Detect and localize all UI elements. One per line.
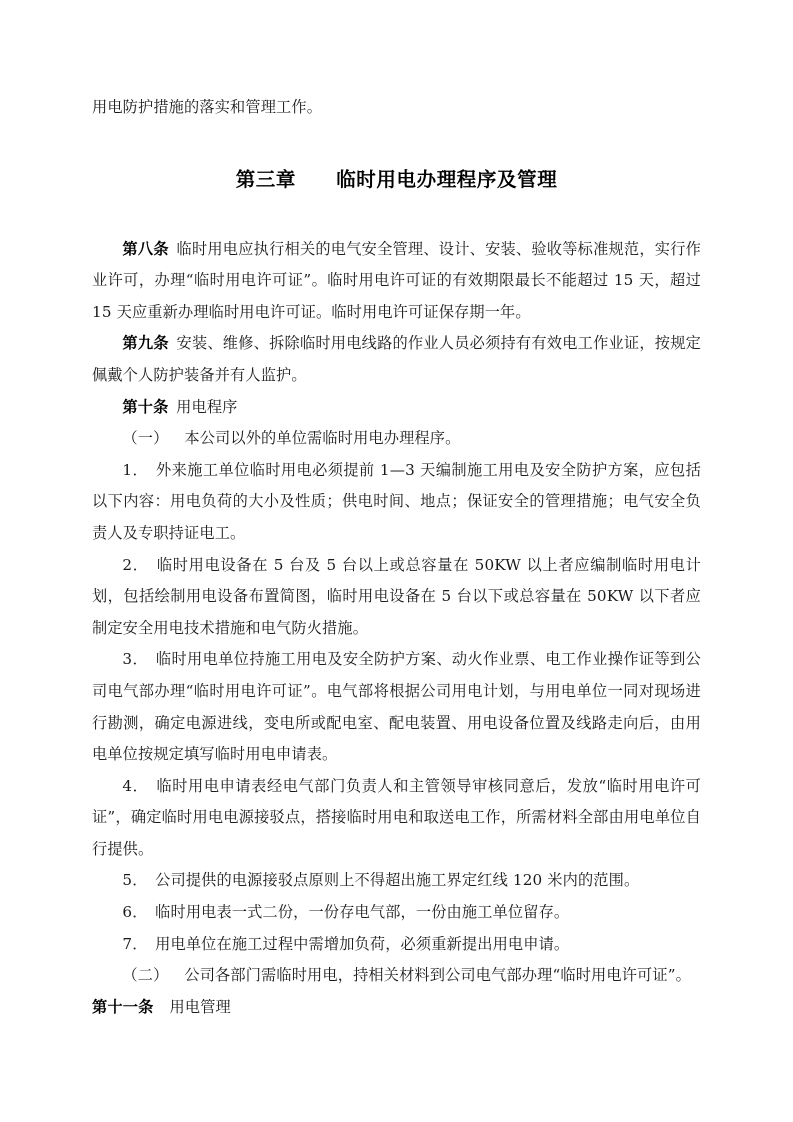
article-8-marker: 第八条 [122, 239, 169, 258]
list-item-number: 4． [122, 776, 149, 795]
article-8 [92, 234, 701, 329]
list-item [92, 929, 701, 961]
list-item-number: 7． [122, 934, 148, 953]
chapter-heading: 第三章 临时用电办理程序及管理 [235, 167, 558, 191]
list-item-text: 用电单位在施工过程中需增加负荷，必须重新提出用电申请。 [155, 934, 570, 953]
article-9 [92, 328, 701, 391]
list-item-text: 临时用电表一式二份，一份存电气部，一份由施工单位留存。 [155, 903, 570, 922]
continuation-paragraph: 用电防护措施的落实和管理工作。 [92, 98, 323, 116]
list-item-number: 3． [122, 650, 149, 669]
list-item [92, 897, 701, 929]
section-one-label: （一） [122, 429, 169, 448]
article-11 [92, 992, 701, 1024]
list-item-number: 6． [122, 903, 148, 922]
list-item [92, 550, 701, 645]
list-item [92, 644, 701, 770]
section-two-label: （二） [122, 966, 169, 985]
article-10-text: 用电程序 [176, 397, 238, 416]
article-10 [92, 392, 701, 424]
list-item-number: 5． [122, 871, 148, 890]
list-item-number: 2． [122, 555, 149, 574]
article-9-marker: 第九条 [122, 334, 169, 353]
list-item-text: 临时用电单位持施工用电及安全防护方案、动火作业票、电工作业操作证等到公司电气部办理“临时用电许可证”。电气部将根据公司用电计划，与用电单位一同对现场进行勘测，确定电源进线，变电所或配电室、配电装置、用电设备位置及线路走向后，由用电单位按规定填写临时用电申请表。 [92, 650, 701, 764]
article-10-marker: 第十条 [122, 397, 169, 416]
article-9-text: 安装、维修、拆除临时用电线路的作业人员必须持有有效电工作业证，按规定佩戴个人防护装备并有人监护。 [92, 334, 701, 384]
list-item [92, 771, 701, 866]
list-item [92, 865, 701, 897]
section-one [92, 423, 701, 455]
list-item-text: 公司提供的电源接驳点原则上不得超出施工界定红线 120 米内的范围。 [155, 871, 640, 890]
article-11-marker: 第十一条 [92, 997, 154, 1016]
spacer-before-heading [92, 124, 701, 163]
section-two-text: 公司各部门需临时用电，持相关材料到公司电气部办理“临时用电许可证”。 [184, 966, 691, 985]
article-11-text: 用电管理 [169, 997, 231, 1016]
page-content [92, 92, 701, 1023]
section-one-text: 本公司以外的单位需临时用电办理程序。 [184, 429, 461, 448]
section-two [92, 960, 701, 992]
spacer-after-heading [92, 197, 701, 234]
list-item-text: 外来施工单位临时用电必须提前 1—3 天编制施工用电及安全防护方案，应包括以下内容：用电负荷的大小及性质；供电时间、地点；保证安全的管理措施；电气安全负责人及专职持证电工。 [92, 460, 701, 542]
list-item [92, 455, 701, 550]
article-8-text: 临时用电应执行相关的电气安全管理、设计、安装、验收等标准规范，实行作业许可，办理“临时用电许可证”。临时用电许可证的有效期限最长不能超过 15 天，超过 15 天应重新办理临时用电许可证。临时用电许可证保存期一年。 [92, 239, 701, 321]
list-item-text: 临时用电设备在 5 台及 5 台以上或总容量在 50KW 以上者应编制临时用电计划，包括绘制用电设备布置简图，临时用电设备在 5 台以下或总容量在 50KW 以下者应制定安全用电技术措施和电气防火措施。 [92, 555, 701, 637]
list-item-number: 1． [122, 460, 149, 479]
list-item-text: 临时用电申请表经电气部门负责人和主管领导审核同意后，发放“临时用电许可证”，确定临时用电电源接驳点，搭接临时用电和取送电工作，所需材料全部由用电单位自行提供。 [92, 776, 701, 858]
